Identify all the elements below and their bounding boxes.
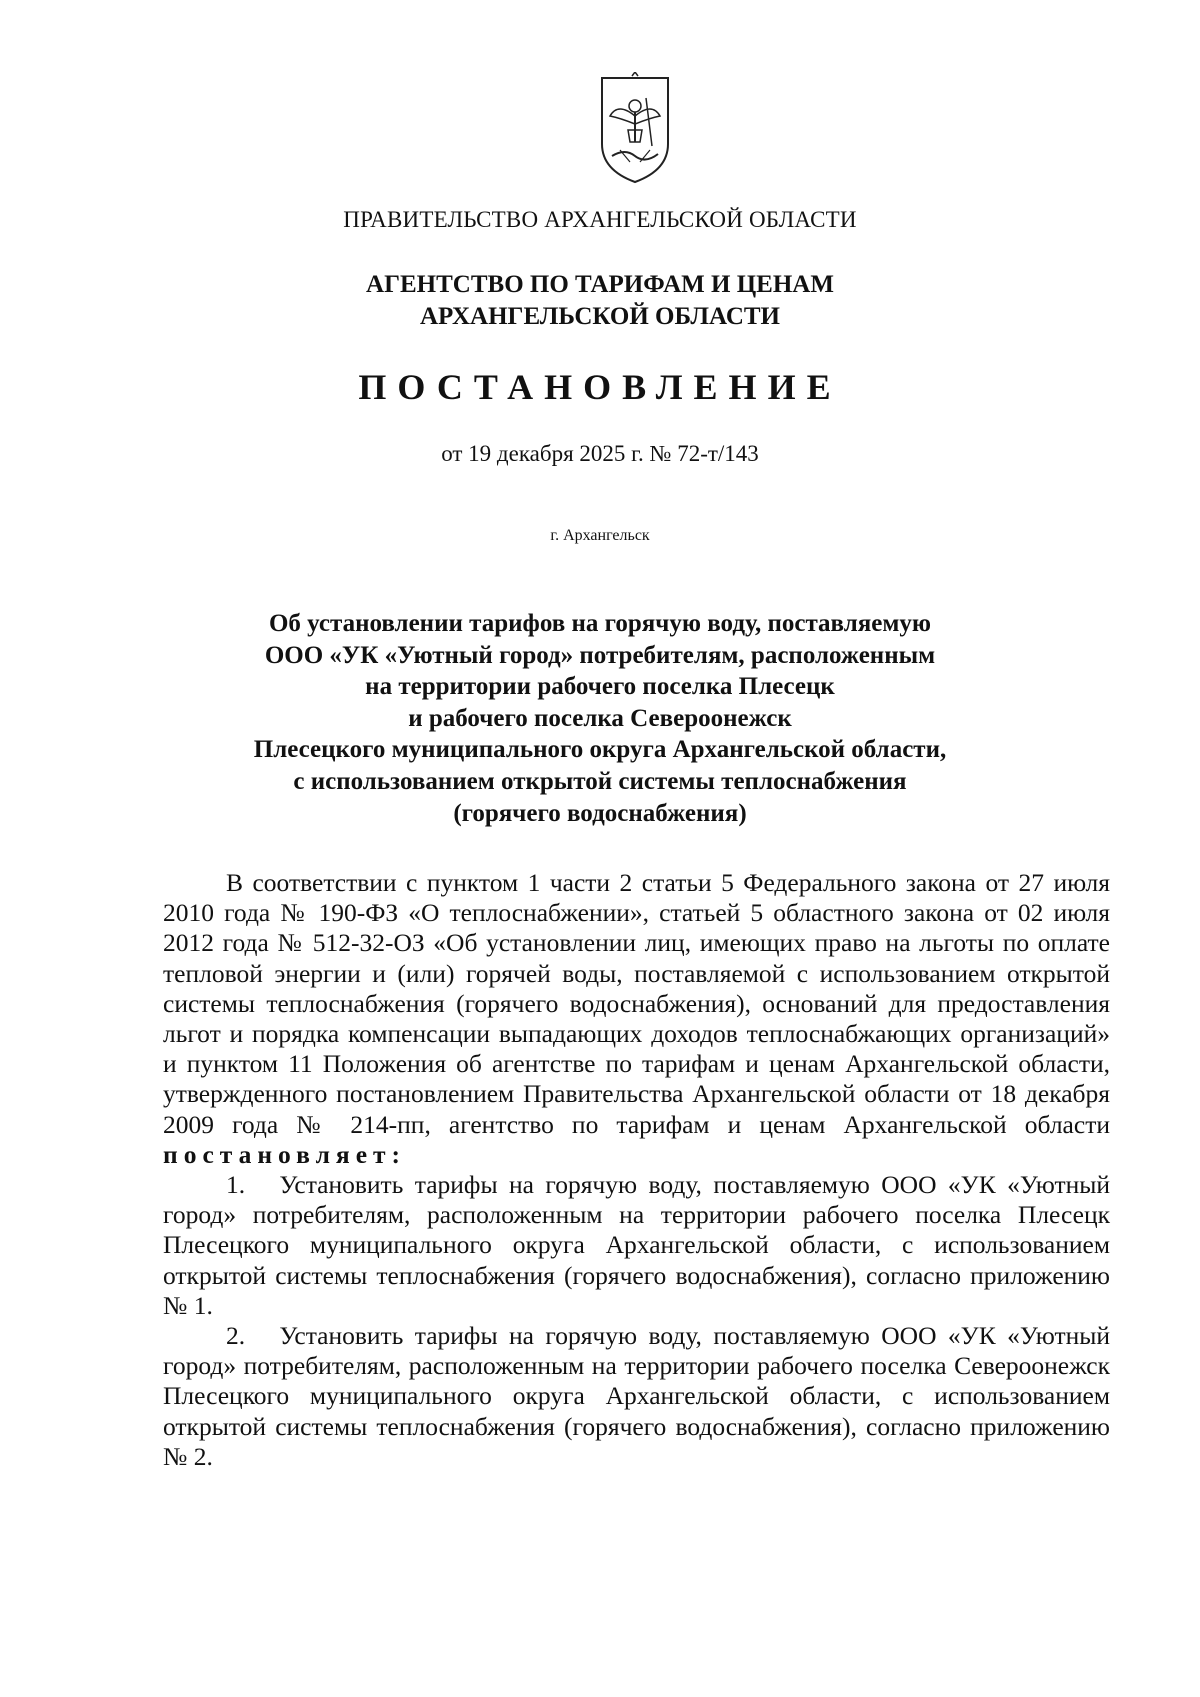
item-text: Установить тарифы на горячую воду, поставляемую ООО «УК «Уютный город» потребителям, расположенным на территории рабочего поселка Плесецк Плесецкого муниципального округа Архангельской области, с использованием открытой системы теплоснабжения (горячего водоснабжения), согласно приложению № 1. xyxy=(163,1170,1111,1320)
agency-name-line2: АРХАНГЕЛЬСКОЙ ОБЛАСТИ xyxy=(420,303,780,330)
coat-of-arms-icon xyxy=(590,72,680,186)
subject-line: и рабочего поселка Североонежск xyxy=(408,704,792,732)
resolves-word: постановляет: xyxy=(163,1139,407,1169)
decree-item-1 xyxy=(163,1170,1110,1321)
preamble-paragraph xyxy=(163,868,1110,1170)
issue-city: г. Архангельск xyxy=(550,527,650,544)
document-type: ПОСТАНОВЛЕНИЕ xyxy=(358,367,842,407)
government-name: ПРАВИТЕЛЬСТВО АРХАНГЕЛЬСКОЙ ОБЛАСТИ xyxy=(343,207,857,232)
decree-subject xyxy=(0,608,1200,829)
item-number: 2. xyxy=(226,1321,246,1351)
item-text: Установить тарифы на горячую воду, поставляемую ООО «УК «Уютный город» потребителям, расположенным на территории рабочего поселка Североонежск Плесецкого муниципального округа Архангельской области, с использованием открытой системы теплоснабжения (горячего водоснабжения), согласно приложению № 2. xyxy=(163,1321,1111,1471)
subject-line: Об установлении тарифов на горячую воду, поставляемую xyxy=(268,610,932,637)
subject-line: на территории рабочего поселка Плесецк xyxy=(365,673,835,701)
decree-body xyxy=(163,868,1110,1472)
agency-name xyxy=(0,269,1200,333)
subject-line: ООО «УК «Уютный город» потребителям, расположенным xyxy=(264,641,936,669)
decree-item-2 xyxy=(163,1321,1110,1472)
subject-line: с использованием открытой системы теплоснабжения xyxy=(293,767,907,795)
agency-name-line1: АГЕНТСТВО ПО ТАРИФАМ И ЦЕНАМ xyxy=(366,271,834,298)
subject-line: (горячего водоснабжения) xyxy=(453,799,747,827)
decree-date-number: от 19 декабря 2025 г. № 72-т/143 xyxy=(441,441,759,466)
subject-line: Плесецкого муниципального округа Архангельской области, xyxy=(253,736,947,764)
preamble-text: В соответствии с пунктом 1 части 2 статьи 5 Федерального закона от 27 июля 2010 года № 190-ФЗ «О теплоснабжении», статьей 5 областного закона от 02 июля 2012 года № 512-32-ОЗ «Об установлении лиц, имеющих право на льготы по оплате тепловой энергии и (или) горячей воды, поставляемой с использованием открытой системы теплоснабжения (горячего водоснабжения), оснований для предоставления льгот и порядка компенсации выпадающих доходов теплоснабжающих организаций» и пунктом 11 Положения об агентстве по тарифам и ценам Архангельской области, утвержденного постановлением Правительства Архангельской области от 18 декабря 2009 года № 214-пп, агентство по тарифам и ценам Архангельской области xyxy=(163,868,1110,1139)
item-number: 1. xyxy=(226,1170,246,1200)
